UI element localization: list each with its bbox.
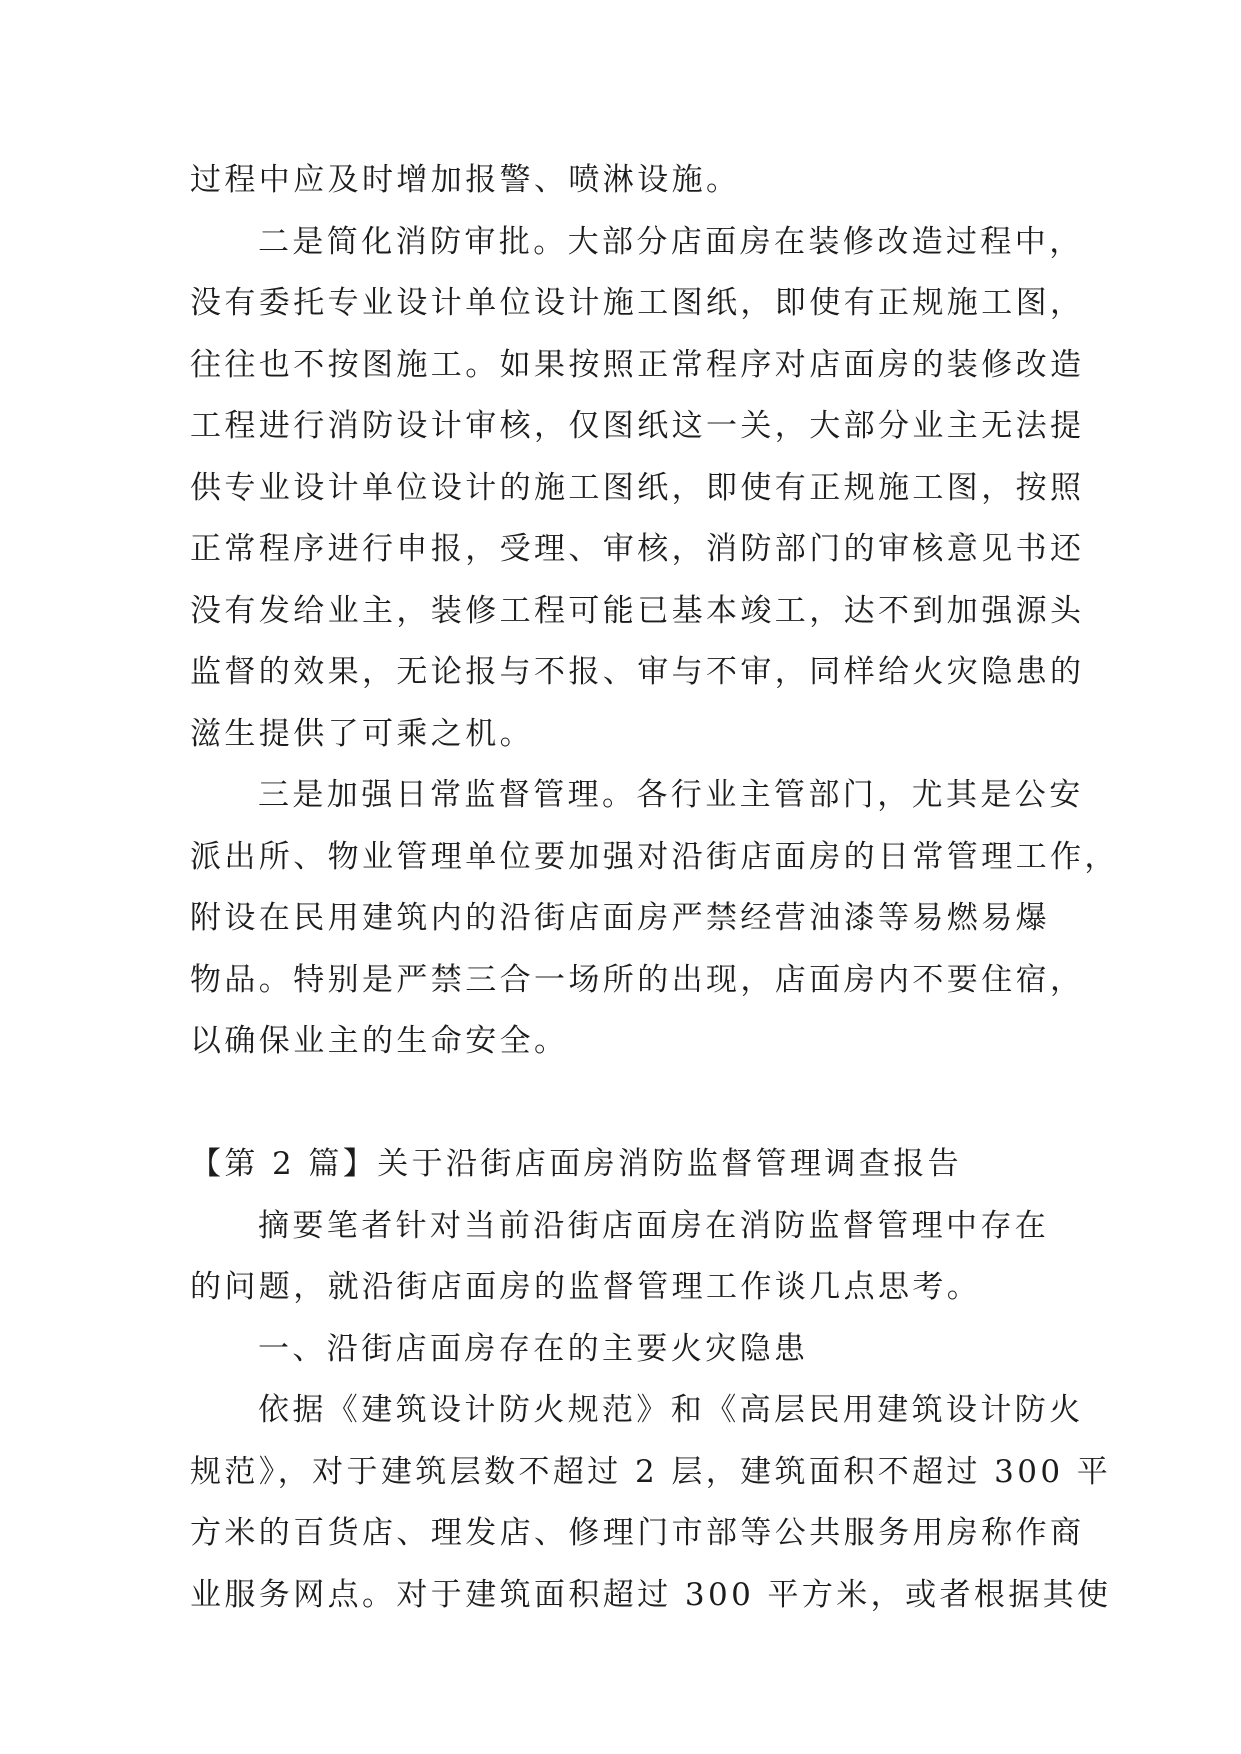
paragraph-line: 二是简化消防审批。大部分店面房在装修改造过程中， xyxy=(258,223,1084,260)
paragraph-line: 派出所、物业管理单位要加强对沿街店面房的日常管理工作， xyxy=(190,838,1119,875)
paragraph-line: 往往也不按图施工。如果按照正常程序对店面房的装修改造 xyxy=(190,346,1085,383)
paragraph-line: 业服务网点。对于建筑面积超过 300 平方米，或者根据其使 xyxy=(190,1576,1112,1613)
paragraph-line: 以确保业主的生命安全。 xyxy=(190,1023,569,1059)
paragraph-line: 依据《建筑设计防火规范》和《高层民用建筑设计防火 xyxy=(258,1392,1084,1428)
paragraph-line: 供专业设计单位设计的施工图纸，即使有正规施工图，按照 xyxy=(190,469,1085,506)
paragraph-line: 方米的百货店、理发店、修理门市部等公共服务用房称作商 xyxy=(190,1515,1085,1551)
section-gap xyxy=(190,1073,1050,1135)
paragraph-line: 正常程序进行申报，受理、审核，消防部门的审核意见书还 xyxy=(190,531,1085,567)
paragraph-line: 物品。特别是严禁三合一场所的出现，店面房内不要住宿， xyxy=(190,961,1085,998)
abstract-line: 的问题，就沿街店面房的监督管理工作谈几点思考。 xyxy=(190,1269,982,1305)
paragraph-line: 规范》，对于建筑层数不超过 2 层，建筑面积不超过 300 平 xyxy=(190,1453,1112,1490)
paragraph-line: 工程进行消防设计审核，仅图纸这一关，大部分业主无法提 xyxy=(190,408,1085,444)
paragraph-line: 滋生提供了可乘之机。 xyxy=(190,715,534,752)
paragraph-line: 附设在民用建筑内的沿街店面房严禁经营油漆等易燃易爆 xyxy=(190,900,1050,936)
paragraph-line: 三是加强日常监督管理。各行业主管部门，尤其是公安 xyxy=(258,777,1084,813)
paragraph-line: 没有发给业主，装修工程可能已基本竣工，达不到加强源头 xyxy=(190,592,1085,629)
paragraph-line: 没有委托专业设计单位设计施工图纸，即使有正规施工图， xyxy=(190,285,1085,321)
paragraph-line: 监督的效果，无论报与不报、审与不审，同样给火灾隐患的 xyxy=(190,654,1085,690)
paragraph-line: 过程中应及时增加报警、喷淋设施。 xyxy=(190,162,741,198)
document-body xyxy=(190,150,1119,1626)
abstract-line: 摘要笔者针对当前沿街店面房在消防监督管理中存在 xyxy=(258,1207,1050,1244)
section-heading: 一、沿街店面房存在的主要火灾隐患 xyxy=(258,1330,809,1367)
article-title: 【第 2 篇】关于沿街店面房消防监督管理调查报告 xyxy=(190,1146,963,1182)
